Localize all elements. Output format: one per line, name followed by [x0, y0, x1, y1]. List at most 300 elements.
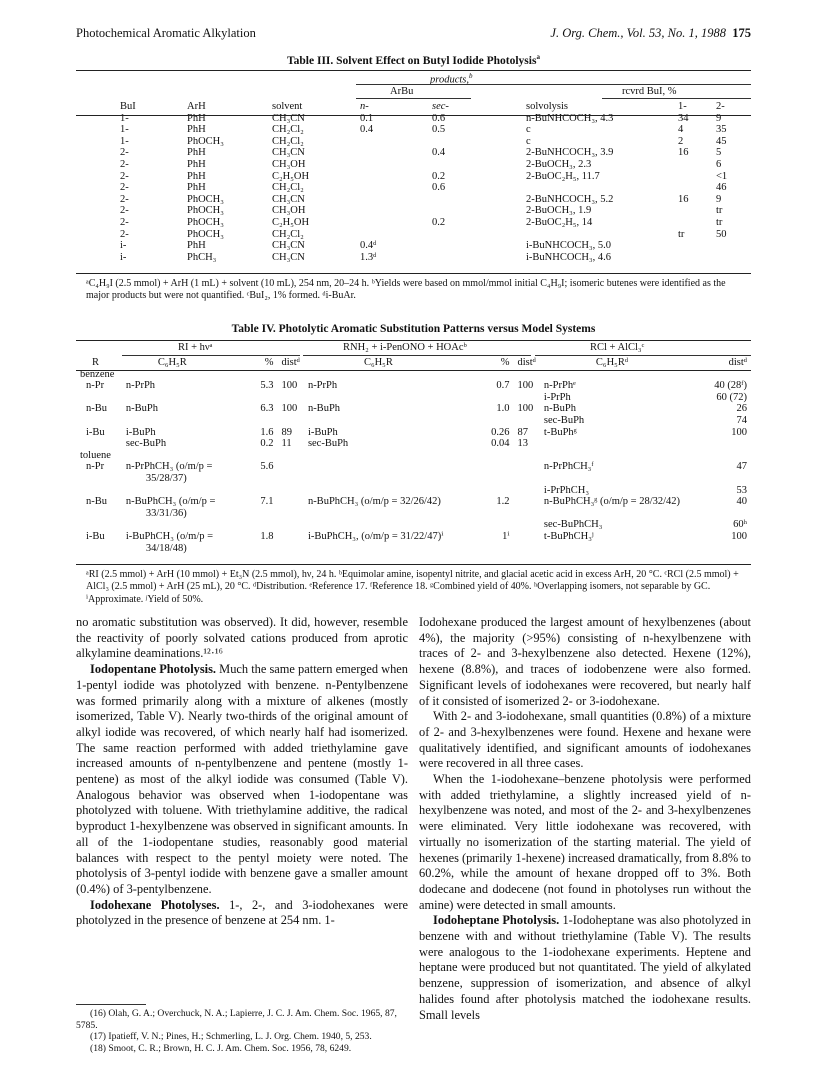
- table4-footnote: ᵃRI (2.5 mmol) + ArH (10 mmol) + Et₃N (2.5 mmol), hν, 24 h. ᵇEquimolar amine, isopentyl nitrite, and glacial acetic acid in excess ArH, 20 °C. ᶜRCl (2.5 mmol) + AlCl₃ (2.5 mmol) + ArH (25 mL), 20 °C. ᵈDistribution. ᵉReference 17. ᶠReference 18. ᵍCombined yield of 40%. ʰOverlapping isomers, not separable by GC. ⁱApproximate. ʲYield of 50%.: [86, 569, 739, 605]
- table4-rnh2-rule: [303, 355, 531, 356]
- table3-cell: 1.3ᵈ: [360, 251, 377, 263]
- table3-cell: [420, 136, 506, 148]
- table4-cell: sec-BuPhCH₃: [543, 519, 603, 531]
- table4-cell: [480, 473, 514, 485]
- table4-cell: n-PrPhCH₃ (o/m/p =: [125, 461, 213, 473]
- table3-cell: 2-: [120, 158, 129, 170]
- table4-cell: 13: [517, 438, 528, 450]
- table4-row: [76, 450, 751, 462]
- table4-cell: 40: [736, 496, 747, 508]
- table3-cell: PhOCH₃: [187, 205, 224, 217]
- table3-cell: 2-BuNHCOCH₃, 5.2: [526, 193, 614, 205]
- table4-cell: i-PrPhCH₃: [543, 484, 589, 496]
- table4-cell: [304, 508, 480, 520]
- table3-cell: [420, 252, 506, 264]
- table4-cell: [278, 543, 304, 555]
- table4-cell: i-BuPhCH₃, (o/m/p = 31/22/47)ⁱ: [307, 530, 444, 542]
- table4-cell: [252, 473, 278, 485]
- table4-cell: [709, 473, 751, 485]
- table3-cell: c: [526, 124, 531, 136]
- table4-ri-rule: [122, 355, 300, 356]
- running-header-title: Photochemical Aromatic Alkylation: [76, 26, 256, 40]
- table4-header-rule: [76, 370, 751, 371]
- right-column-body: [419, 615, 751, 1023]
- table4-cell: 74: [736, 414, 747, 426]
- table3-cell: CH₂Cl₂: [272, 135, 304, 147]
- table3-cell: CH₃CN: [272, 193, 305, 205]
- table4-cell: 0.04: [491, 438, 510, 450]
- table4-cell: 47: [736, 461, 747, 473]
- table4-cell: [278, 519, 304, 531]
- table3-cell: 45: [716, 135, 727, 147]
- table4-cell: 7.1: [260, 496, 274, 508]
- table4-cell: [540, 450, 709, 462]
- table4-cell: [278, 496, 304, 508]
- table4-cell: n-PrPhᵉ: [543, 380, 576, 392]
- table3-cell: c: [526, 135, 531, 147]
- table3-cell: 2-: [120, 193, 129, 205]
- table4-cell: 0.26: [491, 426, 510, 438]
- table4-cell: n-Pr: [86, 461, 105, 473]
- table4-cell: i-BuPh: [307, 426, 338, 438]
- table4-cell: n-Bu: [86, 496, 107, 508]
- table3-cell: i-: [120, 251, 127, 263]
- table3-cell: [356, 182, 420, 194]
- table4-row: [76, 519, 751, 531]
- table3-group-rcvrd: rcvrd BuI, %: [622, 86, 677, 97]
- table4-cell: [513, 485, 539, 497]
- table3-cell: [674, 217, 712, 229]
- table4-cell: 89: [281, 426, 292, 438]
- references: [76, 1008, 408, 1054]
- table4-cell: [76, 485, 122, 497]
- table4-cell: [480, 450, 514, 462]
- heading-iodohexane: Iodohexane Photolyses.: [90, 897, 220, 912]
- th4-pct-2: %: [500, 357, 510, 368]
- table4-cell: 1.6: [260, 426, 274, 438]
- table4-group-rnh2: RNH₂ + i-PenONO + HOAcᵇ: [343, 342, 467, 353]
- table4-cell: [76, 519, 122, 531]
- right-paragraph-4: [419, 913, 751, 1023]
- table4-cell: [252, 392, 278, 404]
- table4-cell: [480, 415, 514, 427]
- table3-cell: 2-BuOC₂H₅, 14: [526, 216, 593, 228]
- table3-cell: 2-BuOCH₃, 2.3: [526, 158, 592, 170]
- table4-cell: [304, 473, 480, 485]
- table3-rcvrd-rule: [602, 98, 751, 99]
- table4-cell: [76, 438, 122, 450]
- table3-row: [76, 124, 751, 136]
- table4-cell: [304, 461, 480, 473]
- left-paragraph-2-text: Much the same pattern emerged when 1-pentyl iodide was photolyzed with benzene. n-Pentylbenzene was formed primarily along with a mixture of alkenes (mostly isomerized, Table V). Nearly two-thirds of the original amount of alkyl iodide was recovered, of which nearly half had isomerized. The same reaction performed with added triethylamine gave increased amounts of n-pentylbenzene and pentene (mostly 1-pentene) as most of the alkyl iodide was consumed (Table V). Analogous behavior was observed when 1-iodopentane was photolyzed with toluene. With triethylamine additive, the radical byproduct 1-hexylbenzene was observed in significant amounts. In all of the 1-iodopentane studies, reasonably good material balances with respect to the pentyl moiety were noted. The photolysis of 3-pentyl iodide with benzene gave a smaller amount (0.4%) of 3-pentylbenzene.: [76, 662, 408, 896]
- table3-cell: CH₃CN: [272, 240, 305, 252]
- table4-cell: [540, 543, 709, 555]
- table4-cell: [513, 531, 539, 543]
- table3-group-arbu: ArBu: [390, 86, 414, 97]
- table3-cell: tr: [716, 216, 723, 228]
- th4-c6h5r-2: C₆H₅R: [363, 357, 393, 368]
- table3-cell: [420, 229, 506, 241]
- table3-cell: CH₂Cl₂: [272, 124, 304, 136]
- table4-cell: [76, 508, 122, 520]
- table3-cell: 1-: [120, 135, 129, 147]
- table3-cell: 0.1: [360, 112, 374, 124]
- table4-cell: [709, 508, 751, 520]
- table4-cell: [480, 461, 514, 473]
- table4-cell: t-BuPhᵍ: [543, 426, 577, 438]
- table3-cell: [674, 159, 712, 171]
- table3-cell: 4: [678, 124, 684, 136]
- table3-cell: i-BuNHCOCH₃, 5.0: [526, 240, 612, 252]
- table4-row: [76, 380, 751, 392]
- table4-row: [76, 508, 751, 520]
- table4-row: [76, 496, 751, 508]
- table4-row: [76, 438, 751, 450]
- table3-cell: 2-: [120, 205, 129, 217]
- table4-cell: [513, 392, 539, 404]
- table4-cell: [76, 415, 122, 427]
- table4-row: [76, 485, 751, 497]
- table4-cell: [709, 543, 751, 555]
- table4-cell: [278, 461, 304, 473]
- table3-cell: 0.6: [432, 112, 446, 124]
- table4-cell: [252, 508, 278, 520]
- table3-row: [76, 171, 751, 183]
- th-n: n-: [360, 101, 369, 112]
- table3-cell: [420, 194, 506, 206]
- table3-row: [76, 159, 751, 171]
- table4-rcl-rule: [535, 355, 751, 356]
- table4-cell: [304, 519, 480, 531]
- table3-cell: PhH: [187, 240, 206, 252]
- table3-cell: [674, 205, 712, 217]
- table4-cell: i-BuPhCH₃ (o/m/p =: [125, 530, 214, 542]
- table3-cell: [356, 147, 420, 159]
- table3-cell: [674, 171, 712, 183]
- table3-row: [76, 240, 751, 252]
- table4-cell: [513, 543, 539, 555]
- products-label: products,: [430, 74, 469, 86]
- table3-cell: [506, 182, 674, 194]
- table4-cell: sec-BuPh: [125, 438, 167, 450]
- table4-cell: n-BuPhCH₃ᵍ (o/m/p = 28/32/42): [543, 496, 681, 508]
- table4-cell: [480, 543, 514, 555]
- table3-cell: PhOCH₃: [187, 228, 224, 240]
- table3-cell: 50: [716, 228, 727, 240]
- table3-cell: [356, 205, 420, 217]
- table4-cell: 100: [517, 403, 534, 415]
- th-solvolysis: solvolysis: [526, 101, 569, 112]
- reference-17: (17) Ipatieff, V. N.; Pines, H.; Schmerling, L. J. Org. Chem. 1940, 5, 253.: [90, 1031, 372, 1043]
- table3-header-row: [76, 101, 751, 113]
- table3-cell: CH₂Cl₂: [272, 182, 304, 194]
- table3-cell: 1-: [120, 112, 129, 124]
- table4-cell: i-PrPh: [543, 391, 571, 403]
- table3-cell: 0.2: [432, 216, 446, 228]
- table3-cell: [674, 252, 712, 264]
- table3-cell: 0.2: [432, 170, 446, 182]
- table3-cell: PhH: [187, 124, 206, 136]
- reference-16: (16) Olah, G. A.; Overchuck, N. A.; Lapierre, J. C. J. Am. Chem. Soc. 1965, 87, 5785.: [76, 1008, 397, 1031]
- table4-cell: [513, 473, 539, 485]
- table3-cell: 0.4ᵈ: [360, 240, 377, 252]
- table3-cell: 6: [716, 158, 722, 170]
- table4-cell: [540, 438, 709, 450]
- table3-cell: 16: [678, 193, 689, 205]
- table4-cell: [252, 415, 278, 427]
- table4-cell: [278, 415, 304, 427]
- table4-cell: [122, 519, 252, 531]
- th-solvent: solvent: [272, 101, 303, 112]
- table3-cell: n-BuNHCOCH₃, 4.3: [526, 112, 614, 124]
- heading-iodoheptane: Iodoheptane Photolysis.: [433, 913, 560, 928]
- th4-dist-2: distᵈ: [517, 357, 536, 368]
- table3-cell: [674, 240, 712, 252]
- table3-cell: PhCH₃: [187, 251, 217, 263]
- table4-cell: [480, 519, 514, 531]
- right-paragraph-1: Iodohexane produced the largest amount of hexylbenzenes (about 4%), the majority (>95%) consisting of n-hexylbenzene with traces of 2- and 3-hexylbenzene also detected. Hexene (12%), hexene (8.8%), and traces of iodobenzene were also formed. Significant levels of iodohexanes were recovered, but nearly half of it consisted of isomerized 2- or 3-iodohexane.: [419, 615, 751, 708]
- table4-cell: 34/18/48): [145, 542, 187, 554]
- table4-cell: [278, 531, 304, 543]
- table3-cell: 0.4: [432, 147, 446, 159]
- table3-cell: 2-BuNHCOCH₃, 3.9: [526, 147, 614, 159]
- table4-cell: [252, 450, 278, 462]
- table4-cell: 40 (28ᶠ): [714, 380, 747, 392]
- th4-c6h5r-1: C₆H₅R: [157, 357, 187, 368]
- table4-row: [76, 415, 751, 427]
- table4-cell: [122, 392, 252, 404]
- table3-cell: PhH: [187, 147, 206, 159]
- table3-cell: 9: [716, 112, 722, 124]
- heading-iodopentane: Iodopentane Photolysis.: [90, 662, 217, 677]
- table4-cell: [252, 485, 278, 497]
- table4-cell: i-BuPh: [125, 426, 156, 438]
- table4-cell: n-PrPh: [307, 380, 338, 392]
- table3-cell: PhH: [187, 182, 206, 194]
- table3-cell: 46: [716, 182, 727, 194]
- table4-cell: [513, 519, 539, 531]
- table4-cell: [304, 392, 480, 404]
- table3-cell: CH₃OH: [272, 158, 306, 170]
- footnote-separator: [76, 1004, 146, 1005]
- table4-row: [76, 473, 751, 485]
- table3-cell: 35: [716, 124, 727, 136]
- table4-cell: n-BuPh: [307, 403, 341, 415]
- table4-cell: sec-BuPh: [543, 414, 585, 426]
- left-paragraph-1: no aromatic substitution was observed). It did, however, resemble the reactivity of poorly solvated cations produced from aprotic alkylamine deaminations.¹²·¹⁶: [76, 615, 408, 661]
- table3-cell: i-: [120, 240, 127, 252]
- table3-top-rule: [76, 70, 751, 71]
- table3-cell: [712, 252, 751, 264]
- table4-cell: n-PrPhCH₃ᶠ: [543, 461, 594, 473]
- table4-group-rcl: RCl + AlCl₃ᶜ: [590, 342, 645, 353]
- table3-cell: [356, 171, 420, 183]
- th4-dist-3: distᵈ: [728, 357, 747, 368]
- table4-cell: 60 (72): [716, 391, 747, 403]
- table4-cell: 100: [731, 426, 747, 438]
- table4-cell: [304, 415, 480, 427]
- table4-cell: [513, 450, 539, 462]
- table4-cell: 53: [736, 484, 747, 496]
- table3-cell: 9: [716, 193, 722, 205]
- table4-cell: [513, 508, 539, 520]
- table4-cell: toluene: [80, 449, 111, 461]
- table4-top-rule: [76, 340, 751, 341]
- th4-dist-1: distᵈ: [281, 357, 300, 368]
- table3-cell: CH₃CN: [272, 251, 305, 263]
- table3-cell: 2-: [120, 170, 129, 182]
- table3-cell: [356, 229, 420, 241]
- table4-cell: 0.7: [496, 380, 510, 392]
- table4-cell: [122, 485, 252, 497]
- table4-row: [76, 392, 751, 404]
- table3-cell: tr: [678, 228, 685, 240]
- table4-cell: n-BuPhCH₃ (o/m/p =: [125, 496, 216, 508]
- table4-cell: 5.3: [260, 380, 274, 392]
- table3-cell: CH₃CN: [272, 112, 305, 124]
- table4-cell: [278, 508, 304, 520]
- table4-cell: 100: [281, 403, 298, 415]
- table4-cell: [304, 543, 480, 555]
- table4-cell: [278, 473, 304, 485]
- table4-header-row: [76, 357, 751, 369]
- table3-bottom-rule: [76, 273, 751, 274]
- table3-row: [76, 147, 751, 159]
- page-number: 175: [732, 26, 751, 40]
- table4-row: [76, 531, 751, 543]
- table3-cell: 2-: [120, 216, 129, 228]
- table3-row: [76, 252, 751, 264]
- table4-cell: t-BuPhCH₃ʲ: [543, 530, 594, 542]
- table3-cell: [420, 205, 506, 217]
- table3-cell: <1: [716, 170, 728, 182]
- table4-cell: 33/31/36): [145, 507, 187, 519]
- table3-cell: [356, 159, 420, 171]
- table3-title: [76, 53, 751, 67]
- table3-cell: 34: [678, 112, 689, 124]
- table4-cell: [480, 508, 514, 520]
- table3-cell: C₂H₅OH: [272, 170, 310, 182]
- table3-cell: [356, 136, 420, 148]
- table3-cell: [356, 217, 420, 229]
- table4-cell: n-BuPh: [543, 403, 576, 415]
- table4-cell: 0.2: [260, 438, 274, 450]
- table3-cell: CH₂Cl₂: [272, 228, 304, 240]
- table3-footnote: ᵃC₄H₉I (2.5 mmol) + ArH (1 mL) + solvent (10 mL), 254 nm, 20–24 h. ᵇYields were based on mmol/mmol initial C₄H₉I; isomeric butenes were identified as the major products but were not quantified. ᶜBuI₂, 1% formed. ᵈi-BuAr.: [86, 278, 726, 302]
- table3-row: [76, 194, 751, 206]
- table4-cell: 1ⁱ: [502, 530, 510, 542]
- table4-cell: n-Bu: [86, 403, 107, 415]
- table4-cell: [252, 519, 278, 531]
- table3-cell: [674, 182, 712, 194]
- table4-cell: n-PrPh: [125, 380, 156, 392]
- journal-citation: J. Org. Chem., Vol. 53, No. 1, 1988: [550, 26, 726, 40]
- table3-cell: CH₃OH: [272, 205, 306, 217]
- table4-cell: [540, 473, 709, 485]
- table4-cell: 100: [517, 380, 534, 392]
- table4-cell: [540, 508, 709, 520]
- table3-cell: 2-BuOCH₃, 1.9: [526, 205, 592, 217]
- table3-cell: 2-: [120, 182, 129, 194]
- table3-cell: PhH: [187, 112, 206, 124]
- th4-pct-1: %: [264, 357, 274, 368]
- th-rcvrd-1: 1-: [678, 101, 687, 112]
- products-sup: b: [469, 72, 473, 80]
- table3-arbu-rule: [356, 98, 471, 99]
- table3-title-sup: a: [536, 53, 540, 61]
- th4-c6h5r-3: C₆H₅Rᵈ: [595, 357, 629, 368]
- left-paragraph-3-text: 1-, 2-, and 3-iodohexanes were photolyzed in the presence of benzene at 254 nm. 1-: [76, 897, 408, 928]
- table4-cell: 1.8: [260, 530, 274, 542]
- table4-cell: [76, 543, 122, 555]
- table4-cell: [513, 496, 539, 508]
- left-column-body: [76, 615, 408, 929]
- table3-cell: PhOCH₃: [187, 216, 224, 228]
- table4-cell: n-BuPh: [125, 403, 158, 415]
- table4-cell: [513, 461, 539, 473]
- table4-cell: 1.2: [496, 496, 510, 508]
- table3-cell: 16: [678, 147, 689, 159]
- table3-cell: 0.5: [432, 124, 446, 136]
- table3-cell: [420, 240, 506, 252]
- left-paragraph-3: [76, 898, 408, 929]
- table3-products-rule: [356, 84, 751, 85]
- reference-18: (18) Smoot, C. R.; Brown, H. C. J. Am. Chem. Soc. 1956, 78, 6249.: [90, 1042, 352, 1054]
- table3-row: [76, 182, 751, 194]
- table3-cell: i-BuNHCOCH₃, 4.6: [526, 251, 612, 263]
- table4-cell: sec-BuPh: [307, 438, 349, 450]
- table4-row: [76, 543, 751, 555]
- right-paragraph-2: With 2- and 3-iodohexane, small quantities (0.8%) of a mixture of 2- and 3-hexylbenzenes were found. Hexene and hexane were qualitatively identified, and significant amounts of iodohexanes were recovered in all three cases.: [419, 709, 751, 771]
- th4-r: R: [92, 357, 100, 368]
- table4-title: Table IV. Photolytic Aromatic Substitution Patterns versus Model Systems: [231, 323, 596, 335]
- table4-cell: [304, 450, 480, 462]
- table3-cell: tr: [716, 205, 723, 217]
- table3-cell: 0.4: [360, 124, 374, 136]
- table4-cell: 100: [731, 530, 747, 542]
- table4-cell: [709, 438, 751, 450]
- table4-row: [76, 403, 751, 415]
- table3-cell: PhOCH₃: [187, 135, 224, 147]
- table4-cell: [278, 485, 304, 497]
- th-sec: sec-: [432, 101, 449, 112]
- table4-cell: n-Pr: [86, 380, 105, 392]
- table3-cell: 2-BuOC₂H₅, 11.7: [526, 170, 600, 182]
- table3-cell: [356, 194, 420, 206]
- table4-cell: [122, 450, 252, 462]
- table4-row: [76, 427, 751, 439]
- table3-row: [76, 205, 751, 217]
- table4-cell: 26: [736, 403, 747, 415]
- table4-cell: [76, 392, 122, 404]
- table3-cell: 2-: [120, 147, 129, 159]
- table4-cell: 1.0: [496, 403, 510, 415]
- table3-cell: [420, 159, 506, 171]
- table4-cell: [480, 485, 514, 497]
- th-bui: BuI: [120, 101, 136, 112]
- table4-cell: n-BuPhCH₃ (o/m/p = 32/26/42): [307, 496, 441, 508]
- running-header-journal: [550, 26, 751, 41]
- table3-cell: 2-: [120, 228, 129, 240]
- table4-cell: [709, 450, 751, 462]
- table4-cell: 35/28/37): [145, 472, 187, 484]
- table4-row: [76, 461, 751, 473]
- table4-cell: 5.6: [260, 461, 274, 473]
- table3-title-text: Table III. Solvent Effect on Butyl Iodide Photolysis: [287, 54, 537, 67]
- table3-cell: [506, 229, 674, 241]
- table3-cell: 5: [716, 147, 722, 159]
- left-paragraph-2: [76, 662, 408, 898]
